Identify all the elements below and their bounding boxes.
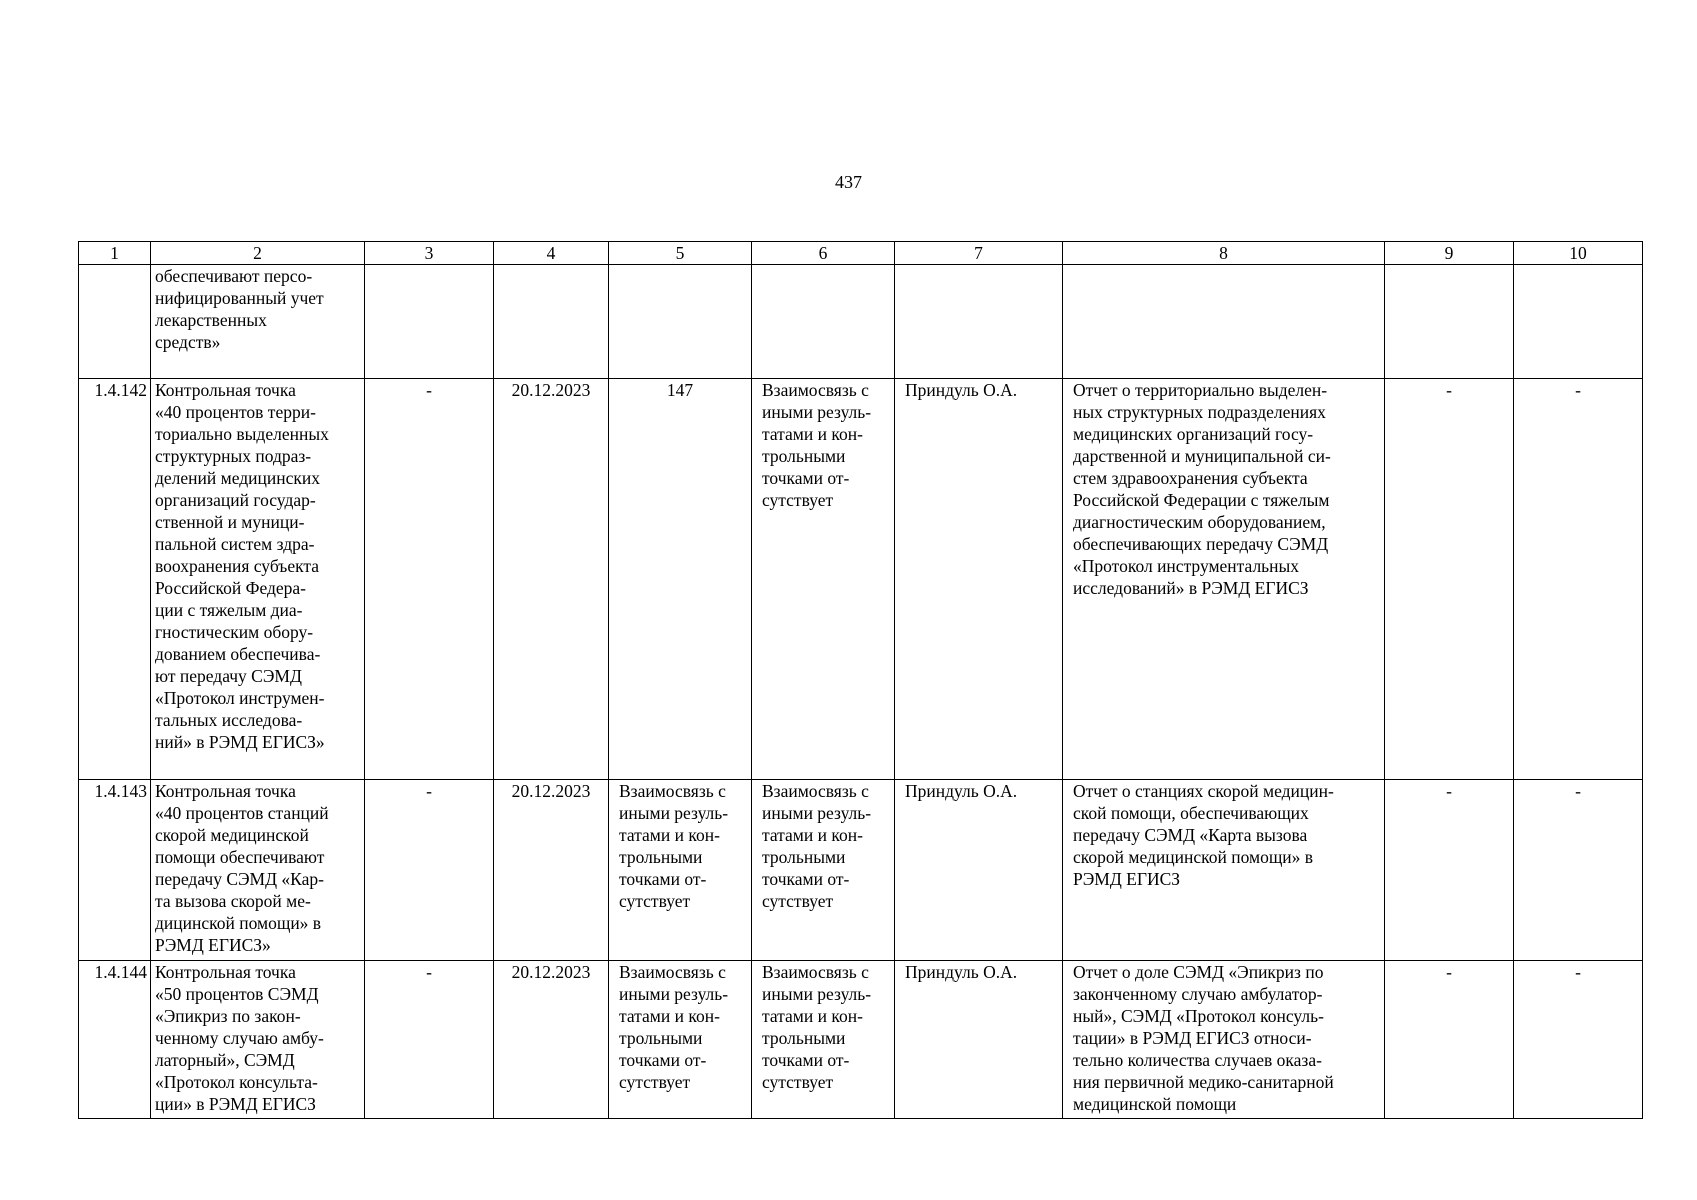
responsible-cell bbox=[895, 265, 1063, 379]
responsible-cell: Приндуль О.А. bbox=[895, 379, 1063, 780]
col10-cell bbox=[1514, 265, 1643, 379]
col5-cell: 147 bbox=[609, 379, 752, 780]
col10-cell: - bbox=[1514, 961, 1643, 1119]
header-cell-1: 1 bbox=[79, 242, 151, 265]
document-table bbox=[78, 241, 1643, 1119]
responsible-cell: Приндуль О.А. bbox=[895, 961, 1063, 1119]
col3-cell: - bbox=[365, 961, 494, 1119]
table-row bbox=[79, 961, 1643, 1119]
header-cell-4: 4 bbox=[494, 242, 609, 265]
header-cell-3: 3 bbox=[365, 242, 494, 265]
relation-cell bbox=[752, 265, 895, 379]
date-cell: 20.12.2023 bbox=[494, 379, 609, 780]
col5-cell bbox=[609, 265, 752, 379]
row-number-cell: 1.4.142 bbox=[79, 379, 151, 780]
description-cell: Контрольная точка «40 процентов станций скорой медицинской помощи обеспечивают передачу СЭМД «Кар- та вызова скорой ме- дицинской помощи» в РЭМД ЕГИСЗ» bbox=[151, 780, 365, 961]
date-cell: 20.12.2023 bbox=[494, 780, 609, 961]
header-cell-10: 10 bbox=[1514, 242, 1643, 265]
header-cell-9: 9 bbox=[1385, 242, 1514, 265]
relation-cell: Взаимосвязь с иными резуль- татами и кон- трольными точками от- сутствует bbox=[752, 780, 895, 961]
col9-cell bbox=[1385, 265, 1514, 379]
date-cell bbox=[494, 265, 609, 379]
col3-cell: - bbox=[365, 379, 494, 780]
table-row bbox=[79, 265, 1643, 379]
report-cell: Отчет о доле СЭМД «Эпикриз по законченному случаю амбулатор- ный», СЭМД «Протокол консуль- тации» в РЭМД ЕГИСЗ относи- тельно количества случаев оказа- ния первичной медико-санитарной медицинской помощи bbox=[1063, 961, 1385, 1119]
report-cell: Отчет о станциях скорой медицин- ской помощи, обеспечивающих передачу СЭМД «Карта вызова скорой медицинской помощи» в РЭМД ЕГИСЗ bbox=[1063, 780, 1385, 961]
row-number-cell: 1.4.143 bbox=[79, 780, 151, 961]
col9-cell: - bbox=[1385, 780, 1514, 961]
description-cell: обеспечивают персо- нифицированный учет лекарственных средств» bbox=[151, 265, 365, 379]
col10-cell: - bbox=[1514, 379, 1643, 780]
col5-cell: Взаимосвязь с иными резуль- татами и кон- трольными точками от- сутствует bbox=[609, 961, 752, 1119]
table-row bbox=[79, 379, 1643, 780]
col3-cell: - bbox=[365, 780, 494, 961]
description-cell: Контрольная точка «40 процентов терри- ториально выделенных структурных подраз- делений медицинских организаций государ- ственной и муници- пальной систем здра- воохранения субъекта Российской Федера- ции с тяжелым диа- гностическим обору- дованием обеспечива- ют передачу СЭМД «Протокол инструмен- тальных исследова- ний» в РЭМД ЕГИСЗ» bbox=[151, 379, 365, 780]
col9-cell: - bbox=[1385, 379, 1514, 780]
description-cell: Контрольная точка «50 процентов СЭМД «Эпикриз по закон- ченному случаю амбу- латорный», СЭМД «Протокол консульта- ции» в РЭМД ЕГИСЗ bbox=[151, 961, 365, 1119]
relation-cell: Взаимосвязь с иными резуль- татами и кон- трольными точками от- сутствует bbox=[752, 961, 895, 1119]
row-number-cell: 1.4.144 bbox=[79, 961, 151, 1119]
col10-cell: - bbox=[1514, 780, 1643, 961]
header-cell-6: 6 bbox=[752, 242, 895, 265]
relation-cell: Взаимосвязь с иными резуль- татами и кон- трольными точками от- сутствует bbox=[752, 379, 895, 780]
row-number-cell bbox=[79, 265, 151, 379]
report-cell: Отчет о территориально выделен- ных структурных подразделениях медицинских организаций госу- дарственной и муниципальной си- стем здравоохранения субъекта Российской Федерации с тяжелым диагностическим оборудованием, обеспечивающих передачу СЭМД «Протокол инструментальных исследований» в РЭМД ЕГИСЗ bbox=[1063, 379, 1385, 780]
col9-cell: - bbox=[1385, 961, 1514, 1119]
header-cell-7: 7 bbox=[895, 242, 1063, 265]
col5-cell: Взаимосвязь с иными резуль- татами и кон- трольными точками от- сутствует bbox=[609, 780, 752, 961]
header-cell-5: 5 bbox=[609, 242, 752, 265]
header-cell-8: 8 bbox=[1063, 242, 1385, 265]
responsible-cell: Приндуль О.А. bbox=[895, 780, 1063, 961]
header-row bbox=[79, 242, 1643, 265]
col3-cell bbox=[365, 265, 494, 379]
table-row bbox=[79, 780, 1643, 961]
date-cell: 20.12.2023 bbox=[494, 961, 609, 1119]
page-number: 437 bbox=[835, 172, 862, 192]
header-cell-2: 2 bbox=[151, 242, 365, 265]
report-cell bbox=[1063, 265, 1385, 379]
